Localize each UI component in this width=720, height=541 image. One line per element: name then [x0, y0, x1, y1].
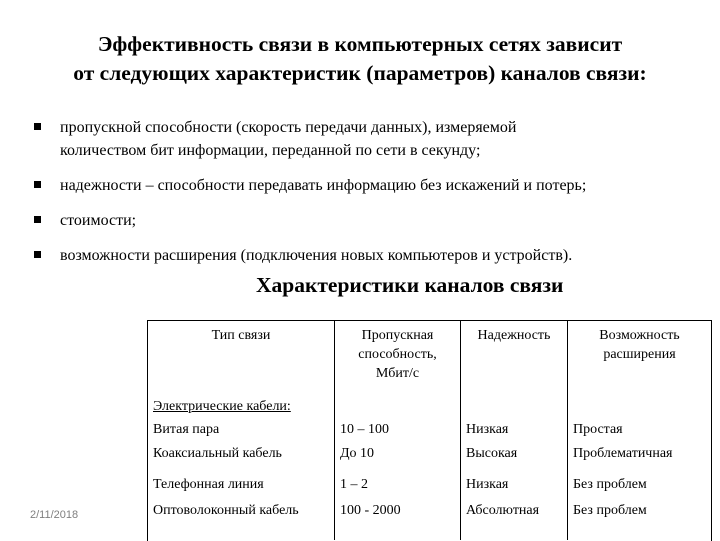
table-row [148, 495, 711, 540]
cell-bandwidth: 100 - 2000 [335, 495, 461, 540]
bullet-item [34, 116, 704, 162]
title-line-2: от следующих характеристик (параметров) каналов связи: [73, 61, 647, 85]
bullet-item [34, 244, 704, 267]
cell-expandability: Без проблем [568, 495, 712, 540]
header-expandability: Возможность расширения [568, 321, 712, 394]
cell-bandwidth: 1 – 2 [335, 464, 461, 495]
cell-type: Оптоволоконный кабель [153, 503, 299, 518]
bullet-list [34, 116, 704, 279]
cell-expandability: Без проблем [568, 464, 712, 495]
square-bullet-icon [34, 181, 41, 188]
title-line-1: Эффективность связи в компьютерных сетях зависит [97, 32, 623, 56]
twisted-pair-label: Витая пара [153, 422, 220, 437]
header-type: Тип связи [211, 328, 271, 343]
electric-cables-label: Электрические кабели: [153, 399, 291, 414]
cell-reliability: Низкая Высокая [461, 394, 568, 464]
cell-expandability: Простая Проблематичная [568, 394, 712, 464]
bullet-text: пропускной способности (скорость передачи данных), измеряемой [60, 119, 517, 136]
square-bullet-icon [34, 123, 41, 130]
table-row [148, 464, 711, 495]
header-bandwidth: Пропускная способность, Мбит/с [335, 321, 461, 394]
cell-reliability: Абсолютная [461, 495, 568, 540]
slide-date: 2/11/2018 [30, 509, 79, 521]
table-heading: Характеристики каналов связи [256, 273, 564, 297]
bullet-item [34, 174, 704, 197]
bullet-text-cont: количеством бит информации, переданной по сети в секунду; [60, 142, 481, 159]
cell-type [148, 394, 335, 464]
square-bullet-icon [34, 216, 41, 223]
bullet-text: возможности расширения (подключения новых компьютеров и устройств). [60, 247, 573, 264]
header-reliability: Надежность [461, 321, 568, 394]
cell-type: Телефонная линия [153, 477, 264, 492]
table-row [148, 394, 711, 464]
slide-title [0, 30, 720, 88]
coax-label: Коаксиальный кабель [153, 446, 282, 461]
cell-reliability: Низкая [461, 464, 568, 495]
bullet-item [34, 209, 704, 232]
cell-bandwidth: 10 – 100 До 10 [335, 394, 461, 464]
table-header-row [148, 321, 711, 394]
bullet-text: стоимости; [60, 212, 137, 229]
bullet-text: надежности – способности передавать информацию без искажений и потерь; [60, 177, 587, 194]
channels-table [147, 320, 712, 541]
square-bullet-icon [34, 251, 41, 258]
